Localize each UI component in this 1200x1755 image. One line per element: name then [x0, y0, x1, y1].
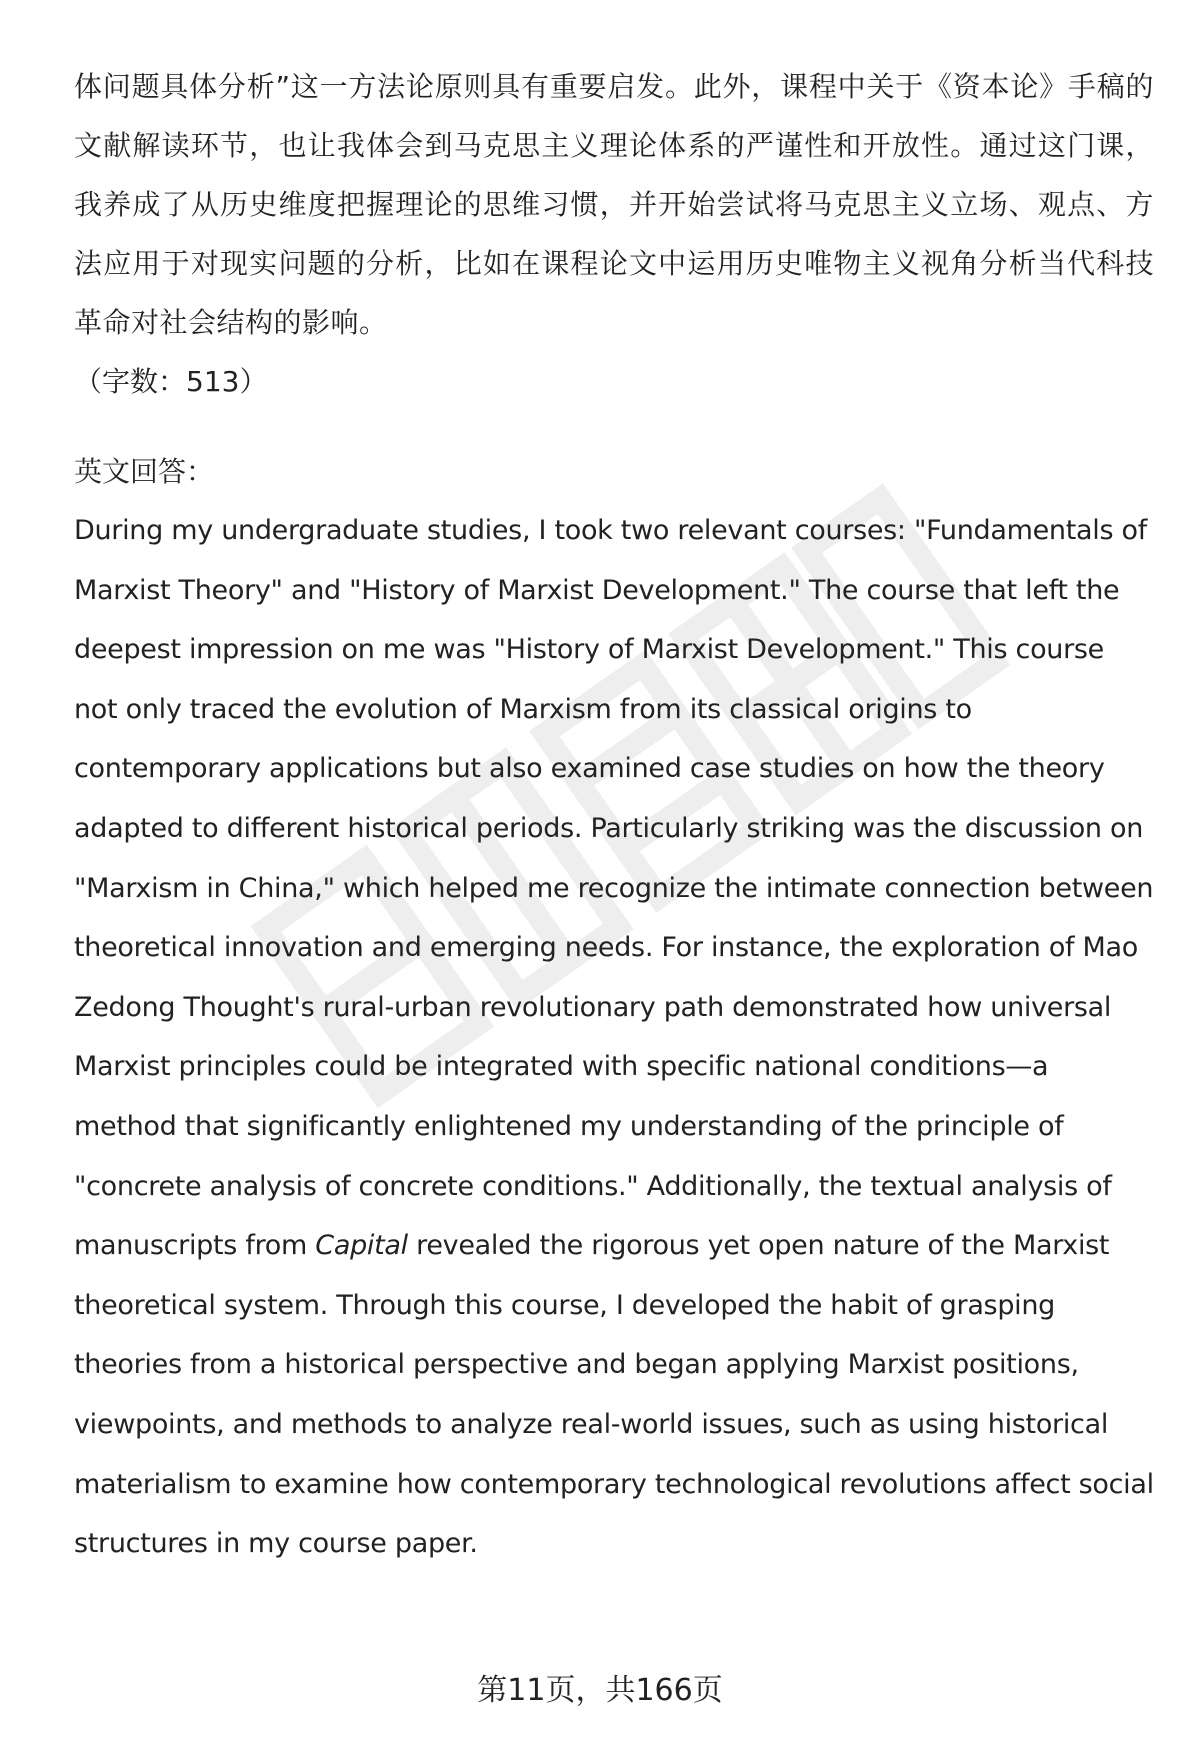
italic-book-title: Capital	[315, 1230, 408, 1262]
english-answer-label: 英文回答：	[74, 455, 215, 488]
chinese-answer-paragraph: 体问题具体分析”这一方法论原则具有重要启发。此外，课程中关于《资本论》手稿的文献解读环节，也让我体会到马克思主义理论体系的严谨性和开放性。通过这门课，我养成了从历史维度把握理论的思维习惯，并开始尝试将马克思主义立场、观点、方法应用于对现实问题的分析，比如在课程论文中运用历史唯物主义视角分析当代科技革命对社会结构的影响。	[74, 70, 1154, 339]
english-text-part-1: During my undergraduate studies, I took two relevant courses: "Fundamentals of Marxist Theory" and "History of Marxist Development." The course that left the deepest impression on me was "History of Marxist Development." This course not only traced the evolution of Marxism from its classical origins to contemporary applications but also examined case studies on how the theory adapted to different historical periods. Particularly striking was the discussion on "Marxism in China," which helped me recognize the intimate connection between theoretical innovation and emerging needs. For instance, the exploration of Mao Zedong Thought's rural-urban revolutionary path demonstrated how universal Marxist principles could be integrated with specific national conditions—a method that significantly enlightened my understanding of the principle of "concrete analysis of concrete conditions." Additionally, the textual analysis of manuscripts from	[74, 515, 1154, 1262]
english-answer-paragraph	[74, 501, 1154, 1574]
page-number-footer: 第11页，共166页	[477, 1673, 723, 1708]
word-count: （字数：513）	[74, 365, 268, 398]
page-content	[74, 57, 1154, 1574]
english-text-part-2: revealed the rigorous yet open nature of the Marxist theoretical system. Through this course, I developed the habit of grasping theories from a historical perspective and began applying Marxist positions, viewpoints, and methods to analyze real-world issues, such as using historical materialism to examine how contemporary technological revolutions affect social structures in my course paper.	[74, 1230, 1154, 1560]
